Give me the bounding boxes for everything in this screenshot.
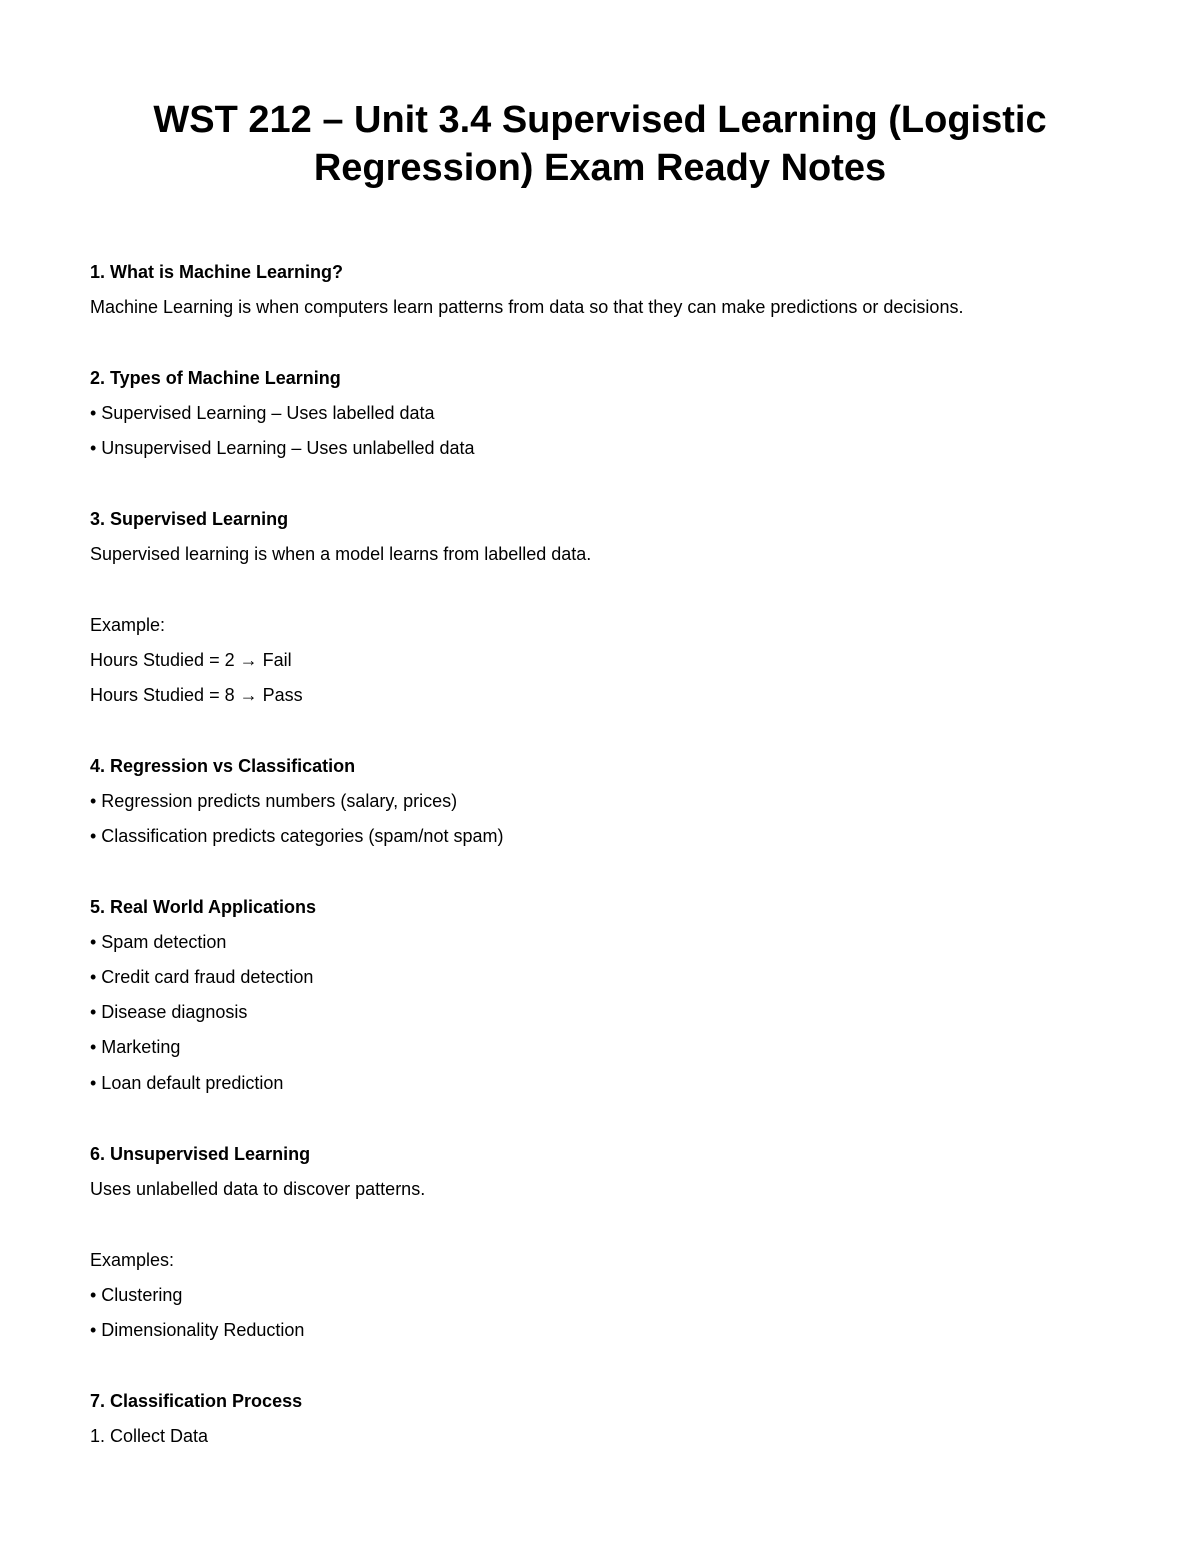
example-line: Hours Studied = 2 → Fail [90,650,292,670]
list-item: • Dimensionality Reduction [90,1320,305,1340]
section-heading: 2. Types of Machine Learning [90,368,341,388]
list-item: • Loan default prediction [90,1073,284,1093]
document-title: WST 212 – Unit 3.4 Supervised Learning (Logistic Regression) Exam Ready Notes [153,99,1047,189]
list-item: • Disease diagnosis [90,1002,248,1022]
section-body: Machine Learning is when computers learn patterns from data so that they can make predictions or decisions. [90,297,964,317]
section-heading: 5. Real World Applications [90,897,317,917]
list-item: • Unsupervised Learning – Uses unlabelled data [90,438,475,458]
section-body: Uses unlabelled data to discover patterns. [90,1179,426,1199]
list-item: • Marketing [90,1037,181,1057]
list-item: • Classification predicts categories (spam/not spam) [90,826,504,846]
section-body: Supervised learning is when a model learns from labelled data. [90,544,592,564]
section-heading: 3. Supervised Learning [90,509,289,529]
example-label: Example: [90,615,166,635]
section-heading: 7. Classification Process [90,1391,303,1411]
section-heading: 1. What is Machine Learning? [90,262,344,282]
list-item: • Credit card fraud detection [90,967,314,987]
section-heading: 6. Unsupervised Learning [90,1144,311,1164]
list-item: • Regression predicts numbers (salary, prices) [90,791,458,811]
example-line: Hours Studied = 8 → Pass [90,685,303,705]
section-heading: 4. Regression vs Classification [90,756,356,776]
list-item: • Supervised Learning – Uses labelled data [90,403,435,423]
list-item: 1. Collect Data [90,1426,209,1446]
example-label: Examples: [90,1250,175,1270]
list-item: • Clustering [90,1285,183,1305]
list-item: • Spam detection [90,932,227,952]
